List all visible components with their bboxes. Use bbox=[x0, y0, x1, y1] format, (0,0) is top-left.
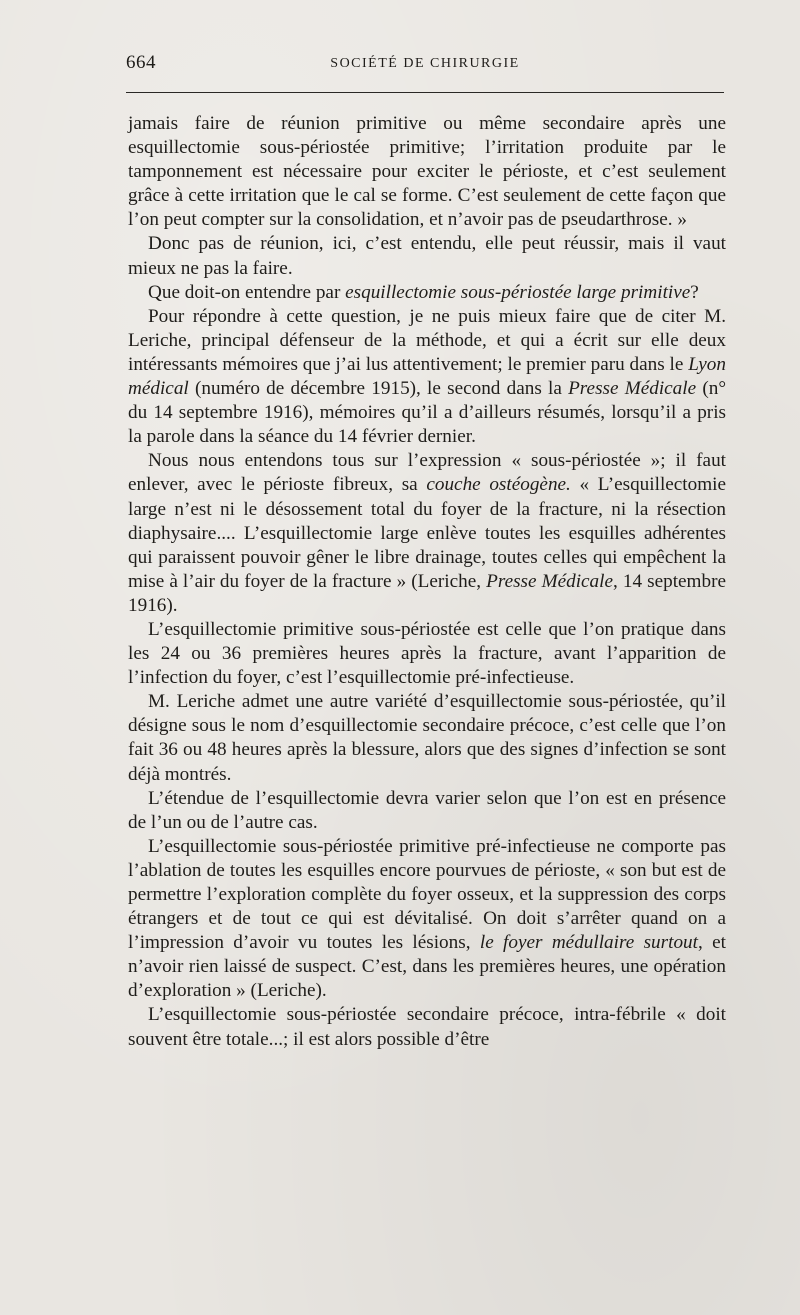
text-segment: ? bbox=[690, 281, 699, 303]
text-segment: , 14 septembre 1916). bbox=[128, 570, 726, 616]
text-segment: L’esquillectomie sous-périostée secondaire précoce, intra-fébrile « doit souvent être totale...; il est alors possible d’être bbox=[128, 1004, 726, 1050]
paragraph bbox=[128, 690, 726, 786]
italic-text: Presse Médicale bbox=[568, 378, 697, 400]
text-segment: , et n’avoir rien laissé de suspect. C’est, dans les premières heures, une opération d’exploration » (Leriche). bbox=[128, 932, 726, 1002]
paragraph bbox=[128, 232, 726, 280]
paragraph bbox=[128, 787, 726, 835]
text-segment: L’étendue de l’esquillectomie devra varier selon que l’on est en présence de l’un ou de l’autre cas. bbox=[128, 787, 726, 833]
paragraph bbox=[128, 618, 726, 690]
paragraph bbox=[128, 281, 726, 305]
paragraph bbox=[128, 1003, 726, 1051]
text-segment: L’esquillectomie sous-périostée primitive pré-infectieuse ne comporte pas l’ablation de toutes les esquilles encore pourvues de périoste, « son but est de permettre l’exploration complète du foyer osseux, et la suppression des corps étrangers et de tout ce qui est dévitalisé. On doit s’arrêter quand on a l’impression d’avoir vu toutes les lésions, bbox=[128, 835, 726, 954]
body-text bbox=[128, 112, 726, 1052]
text-segment: Donc pas de réunion, ici, c’est entendu, elle peut réussir, mais il vaut mieux ne pas la faire. bbox=[128, 233, 726, 279]
paragraph bbox=[128, 449, 726, 618]
text-segment: Nous nous entendons tous sur l’expression « sous-périostée »; il faut enlever, avec le périoste fibreux, sa bbox=[128, 450, 726, 496]
italic-text: couche ostéogène. bbox=[426, 474, 571, 496]
italic-text: le foyer médullaire surtout bbox=[479, 932, 698, 954]
italic-text: Presse Médicale bbox=[486, 570, 613, 592]
paragraph bbox=[128, 112, 726, 232]
text-segment: L’esquillectomie primitive sous-périostée est celle que l’on pratique dans les 24 ou 36 premières heures après la fracture, avant l’apparition de l’infection du foyer, c’est l’esquillectomie pré-infectieuse. bbox=[128, 618, 726, 689]
paragraph bbox=[128, 305, 726, 450]
text-segment: (n° du 14 septembre 1916), mémoires qu’il a d’ailleurs résumés, lorsqu’il a pris la parole dans la séance du 14 février dernier. bbox=[128, 378, 726, 448]
page-header bbox=[126, 52, 724, 78]
text-segment: Pour répondre à cette question, je ne puis mieux faire que de citer M. Leriche, principal défenseur de la méthode, et qui a écrit sur elle deux intéressants mémoires que j’ai lus attentivement; le premier paru dans le bbox=[128, 305, 726, 375]
italic-text: Lyon médical bbox=[128, 353, 726, 400]
text-segment: M. Leriche admet une autre variété d’esquillectomie sous-périostée, qu’il désigne sous le nom d’esquillectomie secondaire précoce, c’est celle que l’on fait 36 ou 48 heures après la blessure, alors que des signes d’infection se sont déjà montrés. bbox=[128, 691, 726, 785]
text-segment: jamais faire de réunion primitive ou même secondaire après une esquillectomie sous-périostée primitive; l’irritation produite par le tamponnement est nécessaire pour exciter le périoste, et c’est seulement grâce à cette irritation que le cal se forme. C’est seulement de cette façon que l’on peut compter sur la consolidation, et n’avoir pas de pseudarthrose. » bbox=[128, 113, 726, 231]
text-segment: Que doit-on entendre par bbox=[148, 281, 346, 303]
page-number: 664 bbox=[126, 52, 156, 73]
running-title: SOCIÉTÉ DE CHIRURGIE bbox=[330, 56, 520, 71]
header-rule bbox=[126, 92, 724, 93]
italic-text: esquillectomie sous-périostée large primitive bbox=[345, 281, 691, 303]
text-segment: (numéro de décembre 1915), le second dans la bbox=[188, 378, 569, 400]
paragraph bbox=[128, 835, 726, 1004]
text-segment: « L’esquillectomie large n’est ni le désossement total du foyer de la fracture, ni la résection diaphysaire.... L’esquillectomie large enlève toutes les esquilles adhérentes qui paraissent pouvoir gêner le libre drainage, toutes celles qui empêchent la mise à l’air du foyer de la fracture » (Leriche, bbox=[128, 474, 727, 592]
